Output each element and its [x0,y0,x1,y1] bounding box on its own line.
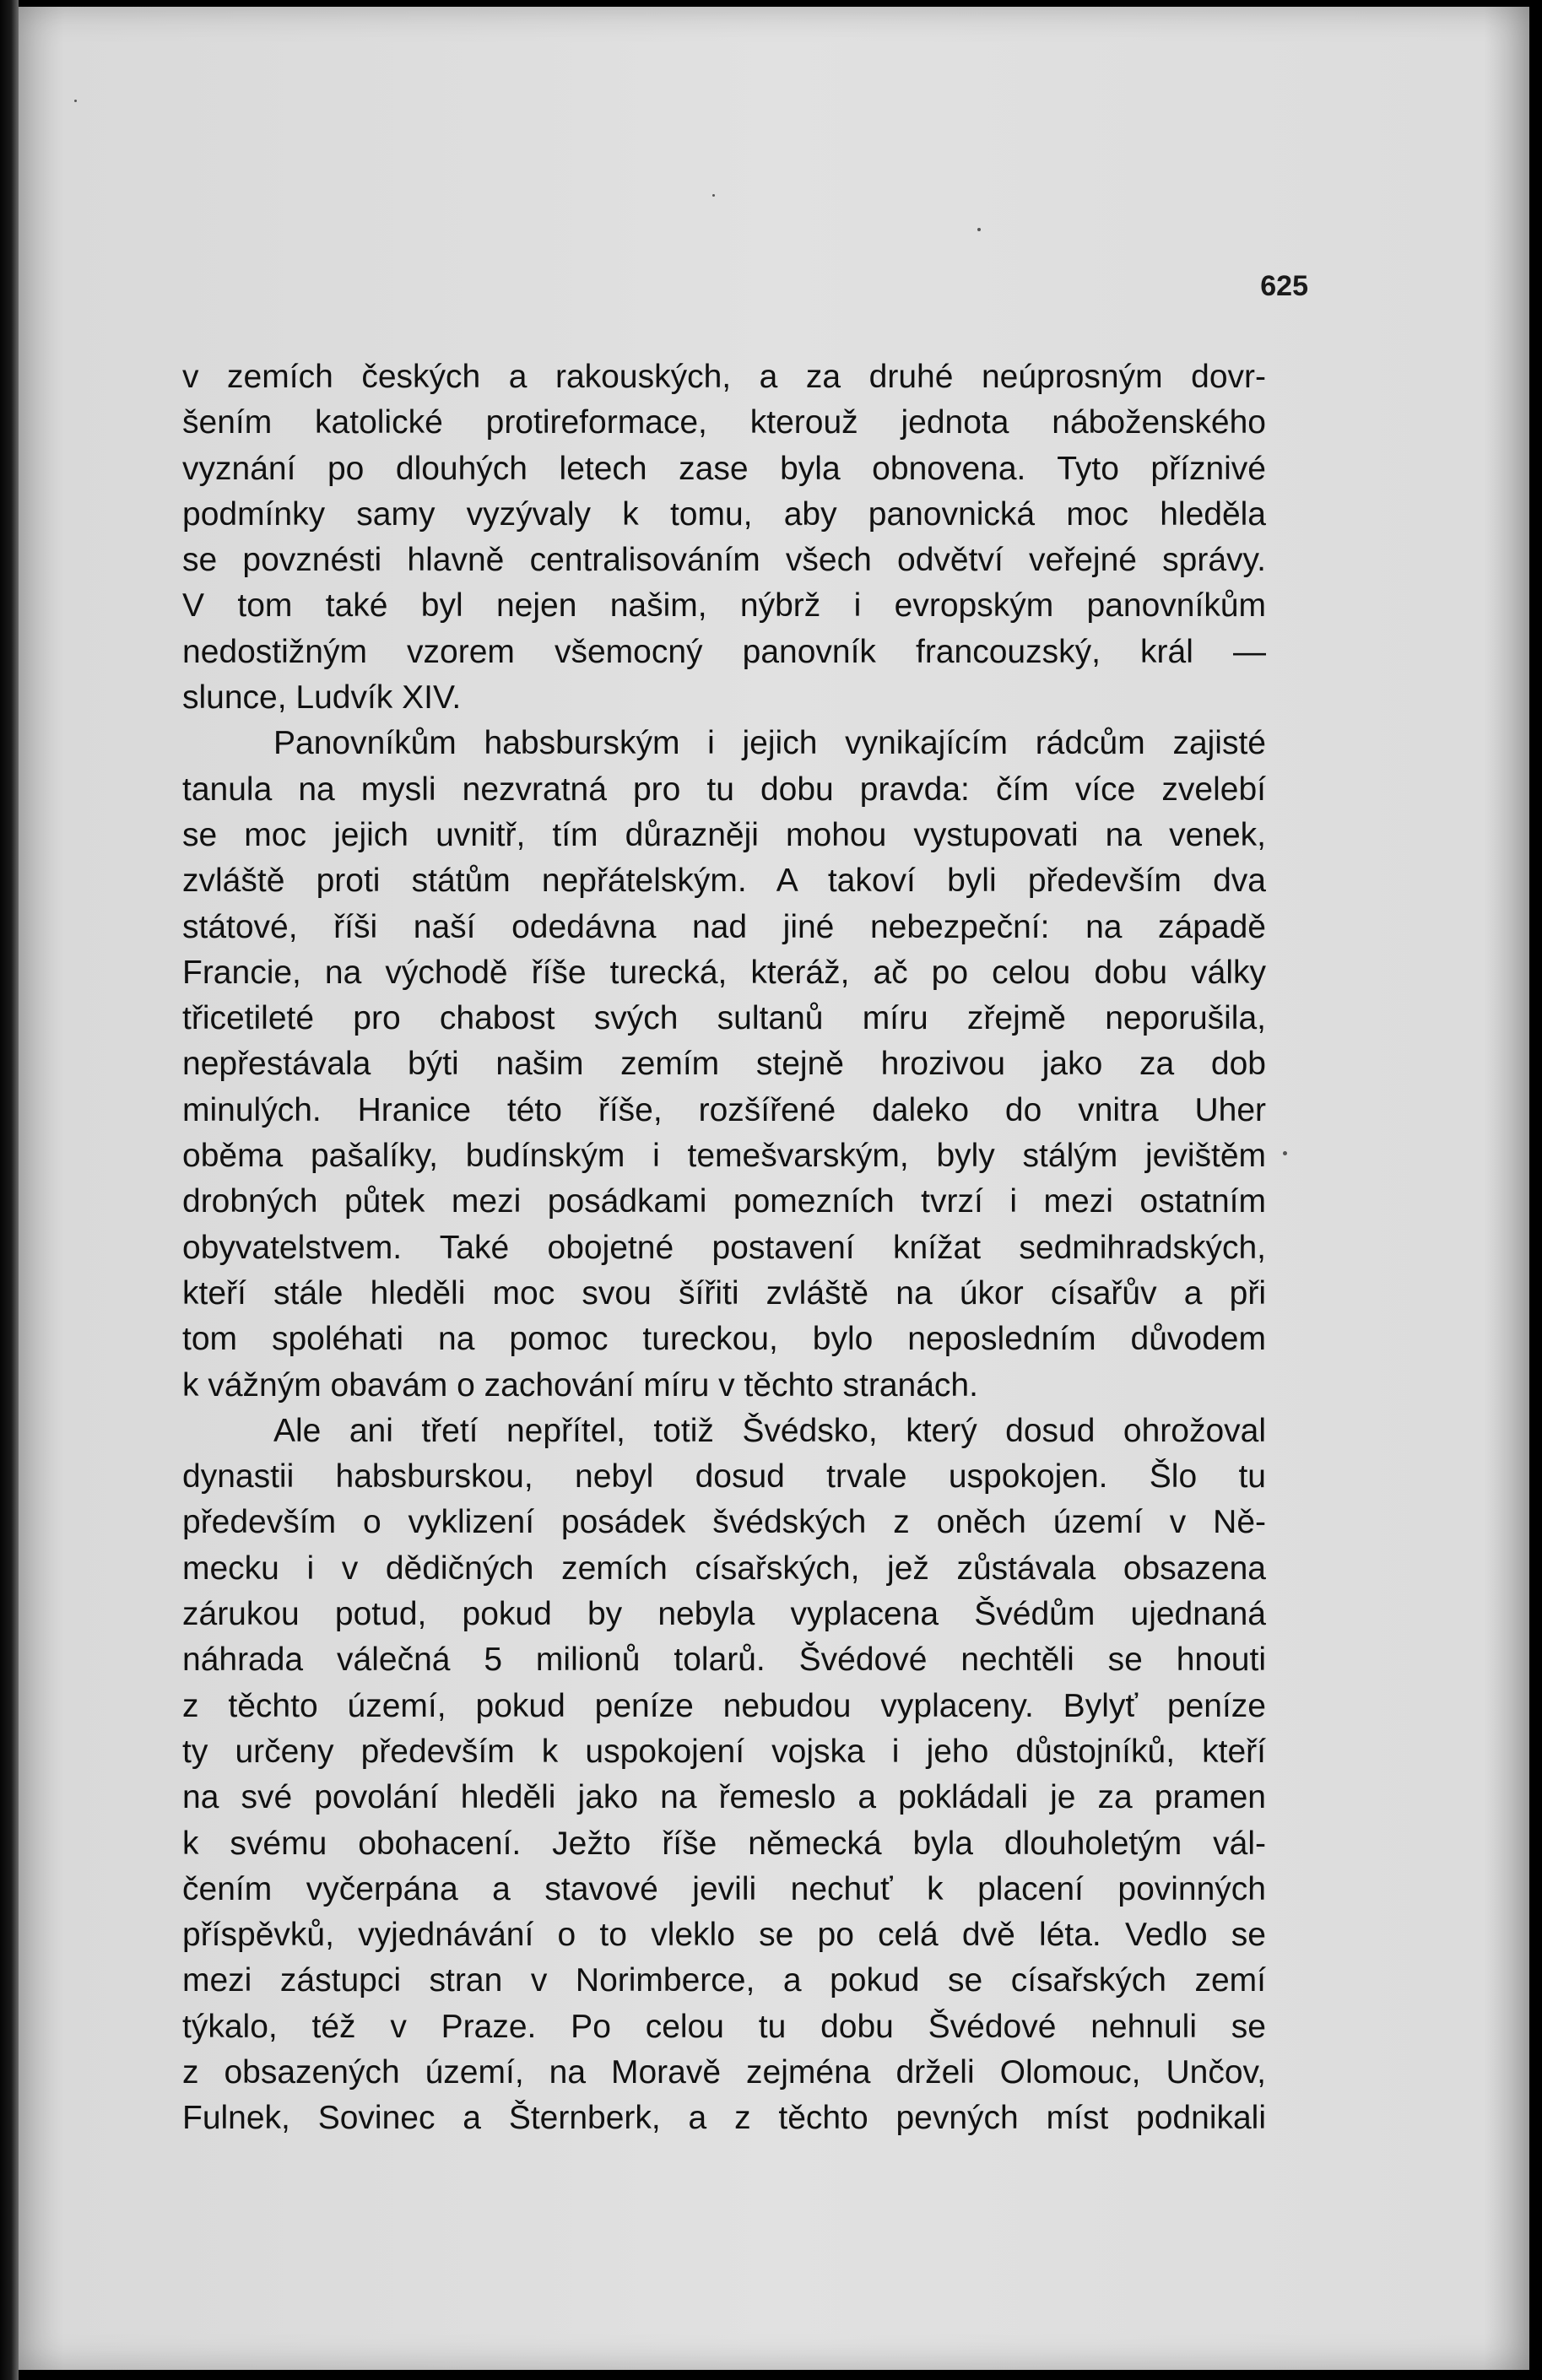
text-line: na své povolání hleděli jako na řemeslo a pokládali je za pramen [182,1779,1266,1816]
paper-speck [74,100,77,102]
text-line: dynastii habsburskou, nebyl dosud trvale uspokojen. Šlo tu [182,1458,1266,1496]
text-line: zvláště proti státům nepřátelským. A takoví byli především dva [182,863,1266,900]
text-line: k svému obohacení. Ježto říše německá byla dlouholetým vál- [182,1825,1266,1862]
book-page [19,7,1529,2370]
text-line: především o vyklizení posádek švédských z oněch území v Ně- [182,1504,1266,1541]
text-line: oběma pašalíky, budínským i temešvarským, byly stálým jevištěm [182,1138,1266,1175]
text-line: mezi zástupci stran v Norimberce, a pokud se císařských zemí [182,1962,1266,1999]
paper-speck [1283,1151,1287,1155]
text-line: minulých. Hranice této říše, rozšířené daleko do vnitra Uher [182,1091,1266,1128]
text-line: drobných půtek mezi posádkami pomezních tvrzí i mezi ostatním [182,1183,1266,1220]
text-line: ty určeny především k uspokojení vojska i jeho důstojníků, kteří [182,1733,1266,1770]
text-line: Panovníkům habsburským i jejich vynikajícím rádcům zajisté [273,725,1266,762]
text-line: šením katolické protireformace, kterouž jednota náboženského [182,404,1266,441]
text-line: tanula na mysli nezvratná pro tu dobu pravda: čím více zvelebí [182,771,1266,808]
page-number: 625 [1260,270,1308,302]
text-line: týkalo, též v Praze. Po celou tu dobu Švédové nehnuli se [182,2008,1266,2045]
text-line: čením vyčerpána a stavové jevili nechuť k placení povinných [182,1870,1266,1907]
text-line: nepřestávala býti našim zemím stejně hrozivou jako za dob [182,1046,1266,1083]
text-line: se povznésti hlavně centralisováním všech odvětví veřejné správy. [182,542,1266,579]
body-text [182,354,1266,2142]
text-line: k vážným obavám o zachování míru v těchto stranách. [182,1366,978,1404]
paper-speck [712,194,715,197]
text-line: tom spoléhati na pomoc tureckou, bylo neposledním důvodem [182,1321,1266,1358]
text-line: v zemích českých a rakouských, a za druhé neúprosným dovr- [182,359,1266,395]
text-line: náhrada válečná 5 milionů tolarů. Švédové nechtěli se hnouti [182,1642,1266,1679]
text-line: kteří stále hleděli moc svou šířiti zvláště na úkor císařův a při [182,1274,1266,1312]
text-line: podmínky samy vyzývaly k tomu, aby panovnická moc hleděla [182,495,1266,533]
text-line: se moc jejich uvnitř, tím důrazněji mohou vystupovati na venek, [182,816,1266,853]
text-line: vyznání po dlouhých letech zase byla obnovena. Tyto příznivé [182,450,1266,487]
text-line: Ale ani třetí nepřítel, totiž Švédsko, který dosud ohrožoval [273,1412,1266,1449]
text-line: zárukou potud, pokud by nebyla vyplacena Švédům ujednaná [182,1596,1266,1633]
text-line: nedostižným vzorem všemocný panovník francouzský, král — [182,633,1266,670]
text-line: V tom také byl nejen našim, nýbrž i evropským panovníkům [182,587,1266,625]
text-line: mecku i v dědičných zemích císařských, jež zůstávala obsazena [182,1550,1266,1587]
text-line: obyvatelstvem. Také obojetné postavení knížat sedmihradských, [182,1229,1266,1266]
text-line: státové, říši naší odedávna nad jiné nebezpeční: na západě [182,908,1266,945]
text-line: slunce, Ludvík XIV. [182,679,462,717]
text-line: Francie, na východě říše turecká, kteráž, ač po celou dobu války [182,954,1266,991]
paper-speck [977,228,981,231]
binding-edge [0,0,19,2380]
text-line: příspěvků, vyjednávání o to vleklo se po celá dvě léta. Vedlo se [182,1917,1266,1954]
text-line: Fulnek, Sovinec a Šternberk, a z těchto pevných míst podnikali [182,2100,1266,2137]
text-line: třicetileté pro chabost svých sultanů míru zřejmě neporušila, [182,1000,1266,1037]
text-line: z obsazených území, na Moravě zejména drželi Olomouc, Unčov, [182,2053,1266,2091]
text-line: z těchto území, pokud peníze nebudou vyplaceny. Bylyť peníze [182,1687,1266,1724]
